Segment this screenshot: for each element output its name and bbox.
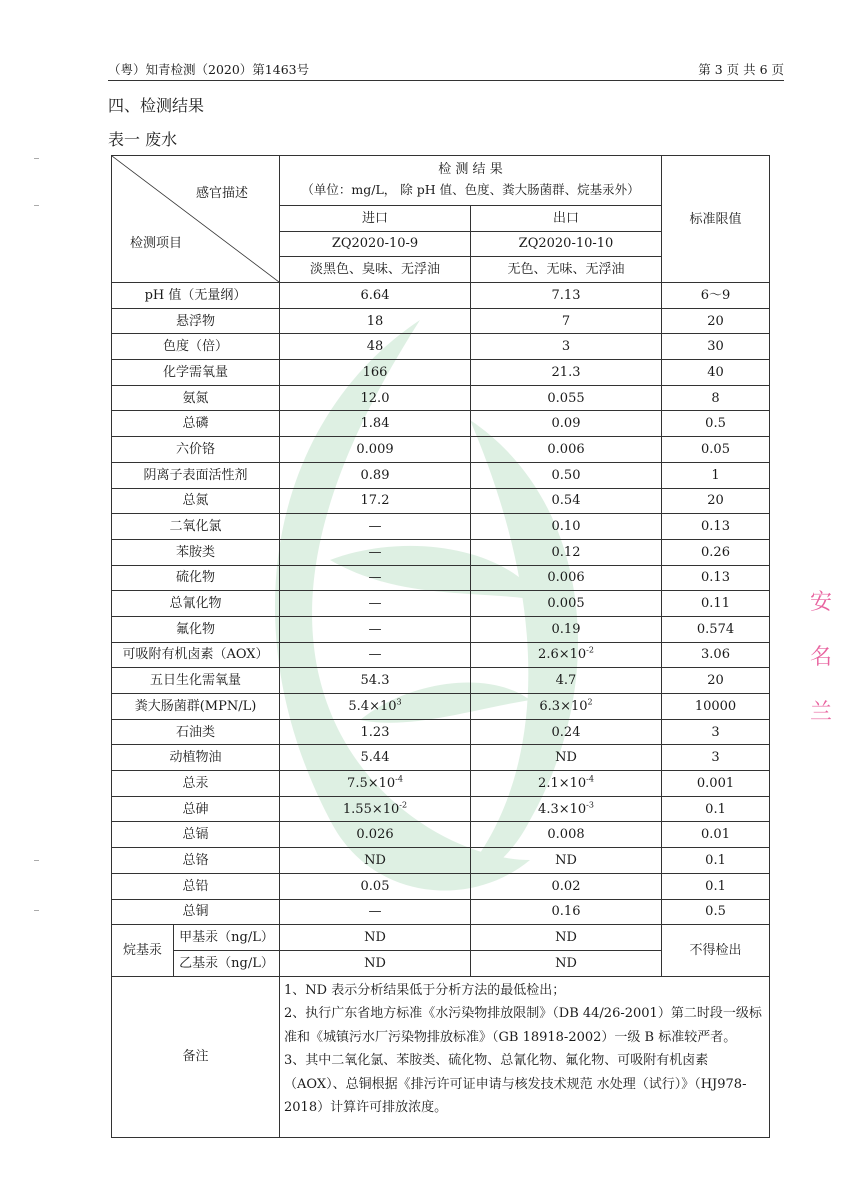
inlet-cell-value: 1.55×10 (342, 801, 400, 817)
outlet-cell-value: 4.7 (555, 673, 577, 689)
inlet-cell (280, 488, 471, 514)
table-row (112, 796, 770, 822)
item-name: 化学需氧量 (112, 360, 280, 386)
inlet-cell (280, 873, 471, 899)
stamp-char: 名 (809, 645, 832, 670)
remark-line: 1、ND 表示分析结果低于分析方法的最低检出； (284, 982, 566, 998)
limit-cell: 0.13 (662, 514, 770, 540)
inlet-cell-value: — (368, 596, 382, 612)
item-name: 粪大肠菌群(MPN/L) (112, 694, 280, 720)
inlet-cell-value: 0.009 (356, 441, 394, 457)
limit-cell: 20 (662, 308, 770, 334)
item-name: 总氰化物 (112, 591, 280, 617)
inlet-cell-value: 0.05 (360, 878, 390, 894)
inlet-description: 淡黑色、臭味、无浮油 (280, 257, 471, 283)
limit-cell: 8 (662, 385, 770, 411)
outlet-cell-value: 0.008 (547, 827, 585, 843)
inlet-cell (280, 848, 471, 874)
item-name: 总砷 (112, 796, 280, 822)
item-name: 可吸附有机卤素（AOX） (112, 642, 280, 668)
outlet-cell (471, 385, 662, 411)
outlet-cell (471, 462, 662, 488)
table-row (112, 925, 770, 951)
outlet-cell-value: ND (555, 750, 577, 766)
scan-mark (34, 205, 39, 206)
limit-cell: 0.574 (662, 616, 770, 642)
table-row (112, 848, 770, 874)
table-row (112, 308, 770, 334)
item-name: 氨氮 (112, 385, 280, 411)
table-row (112, 539, 770, 565)
inlet-cell: ND (280, 950, 471, 976)
outlet-cell-value: 0.09 (551, 416, 581, 432)
scan-mark (34, 158, 39, 159)
inlet-sample-id: ZQ2020-10-9 (280, 231, 471, 257)
outlet-cell (471, 283, 662, 309)
inlet-cell-value: 166 (362, 364, 388, 380)
inlet-cell-value: — (368, 544, 382, 560)
inlet-cell (280, 283, 471, 309)
report-number: （粤）知青检测（2020）第1463号 (108, 62, 310, 77)
item-name: 总汞 (112, 771, 280, 797)
outlet-cell (471, 591, 662, 617)
limit-cell: 0.1 (662, 796, 770, 822)
inlet-cell (280, 385, 471, 411)
table-row (112, 719, 770, 745)
limit-cell: 0.001 (662, 771, 770, 797)
inlet-cell (280, 771, 471, 797)
results-header (280, 156, 662, 206)
item-name: 动植物油 (112, 745, 280, 771)
limit-cell: 0.26 (662, 539, 770, 565)
inlet-cell-value: — (368, 647, 382, 663)
outlet-cell (471, 745, 662, 771)
inlet-cell (280, 411, 471, 437)
inlet-cell-value: — (368, 904, 382, 920)
table-row (112, 616, 770, 642)
item-name: 硫化物 (112, 565, 280, 591)
inlet-cell-value: ND (364, 852, 386, 868)
diagonal-line (112, 156, 279, 282)
item-name: 六价铬 (112, 437, 280, 463)
inlet-cell (280, 616, 471, 642)
table-row (112, 668, 770, 694)
table-row (112, 334, 770, 360)
inlet-cell (280, 539, 471, 565)
table-row (112, 899, 770, 925)
outlet-cell (471, 822, 662, 848)
limit-cell: 20 (662, 668, 770, 694)
inlet-cell-value: 1.84 (360, 416, 390, 432)
results-title: 检 测 结 果 (438, 162, 503, 178)
inlet-cell-value: 1.23 (360, 724, 390, 740)
inlet-cell-exponent: 3 (396, 697, 402, 707)
inlet-cell (280, 822, 471, 848)
page-info: 第 3 页 共 6 页 (698, 62, 784, 77)
limit-cell: 0.11 (662, 591, 770, 617)
outlet-cell (471, 873, 662, 899)
outlet-cell (471, 360, 662, 386)
outlet-cell (471, 771, 662, 797)
item-name: 二氧化氯 (112, 514, 280, 540)
inlet-cell (280, 899, 471, 925)
table-title: 表一 废水 (108, 130, 178, 149)
table-row (112, 385, 770, 411)
limit-cell: 6～9 (662, 283, 770, 309)
inlet-cell (280, 437, 471, 463)
limit-cell: 3.06 (662, 642, 770, 668)
inlet-cell-value: 12.0 (360, 390, 390, 406)
outlet-cell (471, 694, 662, 720)
limit-cell: 0.1 (662, 848, 770, 874)
table-row (112, 411, 770, 437)
test-item-label: 检测项目 (130, 236, 183, 251)
inlet-cell (280, 514, 471, 540)
alkyl-limit-cell: 不得检出 (662, 925, 770, 976)
item-name: 甲基汞（ng/L） (174, 925, 280, 951)
inlet-cell (280, 334, 471, 360)
limit-cell: 3 (662, 745, 770, 771)
table-row (112, 488, 770, 514)
inlet-cell-value: 7.5×10 (347, 775, 396, 791)
outlet-cell (471, 437, 662, 463)
outlet-cell (471, 308, 662, 334)
table-row (112, 642, 770, 668)
sensory-description-label: 感官描述 (196, 186, 249, 201)
section-title: 四、检测结果 (108, 96, 205, 115)
results-table (111, 155, 770, 1138)
table-row (112, 771, 770, 797)
table-row (112, 873, 770, 899)
results-unit: （单位：mg/L， 除 pH 值、色度、粪大肠菌群、烷基汞外） (301, 182, 640, 198)
outlet-cell (471, 899, 662, 925)
inlet-header: 进口 (280, 205, 471, 231)
limit-cell: 0.05 (662, 437, 770, 463)
table-row (112, 283, 770, 309)
outlet-header: 出口 (471, 205, 662, 231)
inlet-cell (280, 565, 471, 591)
page-header (108, 58, 784, 81)
limit-cell: 3 (662, 719, 770, 745)
inlet-cell-value: 0.89 (360, 467, 390, 483)
outlet-cell: ND (471, 925, 662, 951)
item-name: 氟化物 (112, 616, 280, 642)
table-row (112, 591, 770, 617)
table-row (112, 514, 770, 540)
outlet-cell-exponent: 2 (587, 697, 593, 707)
limit-cell: 0.5 (662, 411, 770, 437)
inlet-cell (280, 642, 471, 668)
limit-cell: 0.01 (662, 822, 770, 848)
limit-cell: 20 (662, 488, 770, 514)
outlet-cell-value: 0.19 (551, 621, 581, 637)
table-row (112, 745, 770, 771)
diagonal-corner-cell (112, 156, 280, 283)
outlet-cell (471, 796, 662, 822)
inlet-cell-value: 0.026 (356, 827, 394, 843)
outlet-cell-value: ND (555, 852, 577, 868)
item-name: 五日生化需氧量 (112, 668, 280, 694)
item-name: 苯胺类 (112, 539, 280, 565)
outlet-cell-exponent: -3 (586, 800, 594, 810)
outlet-cell-exponent: -4 (586, 774, 594, 784)
outlet-cell-value: 2.1×10 (538, 775, 587, 791)
inlet-cell (280, 308, 471, 334)
outlet-cell (471, 565, 662, 591)
remarks-text (280, 976, 770, 1137)
table-row (112, 462, 770, 488)
stamp-char: 兰 (809, 700, 832, 725)
outlet-cell (471, 848, 662, 874)
table-row (112, 360, 770, 386)
inlet-cell (280, 745, 471, 771)
inlet-cell (280, 462, 471, 488)
outlet-cell-value: 7 (561, 313, 571, 329)
table-row (112, 694, 770, 720)
inlet-cell (280, 360, 471, 386)
outlet-cell (471, 642, 662, 668)
outlet-cell-value: 0.12 (551, 544, 581, 560)
table-row (112, 437, 770, 463)
inlet-cell-value: 5.4×10 (348, 698, 397, 714)
inlet-cell-value: — (368, 570, 382, 586)
item-name: 总铜 (112, 899, 280, 925)
inlet-cell (280, 796, 471, 822)
alkyl-mercury-group: 烷基汞 (112, 925, 174, 976)
table-row (112, 565, 770, 591)
outlet-cell-value: 0.50 (551, 467, 581, 483)
inlet-cell: ND (280, 925, 471, 951)
outlet-cell-exponent: -2 (586, 646, 594, 656)
limit-cell: 30 (662, 334, 770, 360)
inlet-cell (280, 694, 471, 720)
outlet-cell-value: 7.13 (551, 287, 581, 303)
inlet-cell-exponent: -4 (395, 774, 403, 784)
outlet-cell-value: 0.006 (547, 441, 585, 457)
inlet-cell-value: — (368, 519, 382, 535)
inlet-cell-value: — (368, 621, 382, 637)
outlet-cell (471, 488, 662, 514)
remark-line: 3、其中二氧化氯、苯胺类、硫化物、总氰化物、氟化物、可吸附有机卤素（AOX）、总铜根据《排污许可证申请与核发技术规范 水处理（试行）》（HJ978-2018）计算许可排放浓度。 (284, 1053, 747, 1116)
limit-cell: 40 (662, 360, 770, 386)
remark-line: 2、执行广东省地方标准《水污染物排放限制》（DB 44/26-2001）第二时段一级标准和《城镇污水厂污染物排放标准》（GB 18918-2002）一级 B 标准较严者。 (284, 1006, 762, 1045)
outlet-cell-value: 0.10 (551, 519, 581, 535)
item-name: 总镉 (112, 822, 280, 848)
limit-cell: 10000 (662, 694, 770, 720)
item-name: 悬浮物 (112, 308, 280, 334)
inlet-cell-value: 17.2 (360, 493, 390, 509)
scan-mark (34, 910, 39, 911)
inlet-cell (280, 719, 471, 745)
item-name: 石油类 (112, 719, 280, 745)
table-row (112, 822, 770, 848)
outlet-cell-value: 2.6×10 (538, 647, 587, 663)
outlet-cell-value: 0.24 (551, 724, 581, 740)
item-name: 色度（倍） (112, 334, 280, 360)
outlet-cell-value: 6.3×10 (539, 698, 588, 714)
remarks-label: 备注 (112, 976, 280, 1137)
outlet-cell-value: 0.006 (547, 570, 585, 586)
red-stamp-marks (804, 575, 838, 775)
outlet-cell (471, 514, 662, 540)
outlet-cell-value: 0.055 (547, 390, 585, 406)
outlet-cell-value: 21.3 (551, 364, 581, 380)
outlet-sample-id: ZQ2020-10-10 (471, 231, 662, 257)
outlet-cell-value: 4.3×10 (538, 801, 587, 817)
outlet-description: 无色、无味、无浮油 (471, 257, 662, 283)
inlet-cell-value: 48 (366, 339, 384, 355)
item-name: 总磷 (112, 411, 280, 437)
item-name: pH 值（无量纲） (112, 283, 280, 309)
limit-cell: 0.5 (662, 899, 770, 925)
inlet-cell-value: 18 (366, 313, 384, 329)
item-name: 总氮 (112, 488, 280, 514)
item-name: 总铬 (112, 848, 280, 874)
inlet-cell (280, 591, 471, 617)
outlet-cell-value: 0.005 (547, 596, 585, 612)
item-name: 阴离子表面活性剂 (112, 462, 280, 488)
outlet-cell (471, 334, 662, 360)
outlet-cell-value: 0.16 (551, 904, 581, 920)
limit-header: 标准限值 (662, 156, 770, 283)
scan-mark (34, 860, 39, 861)
inlet-cell-value: 6.64 (360, 287, 390, 303)
inlet-cell (280, 668, 471, 694)
outlet-cell (471, 719, 662, 745)
outlet-cell (471, 668, 662, 694)
limit-cell: 0.13 (662, 565, 770, 591)
limit-cell: 0.1 (662, 873, 770, 899)
limit-cell: 1 (662, 462, 770, 488)
inlet-cell-value: 54.3 (360, 673, 390, 689)
outlet-cell (471, 539, 662, 565)
outlet-cell-value: 0.02 (551, 878, 581, 894)
item-name: 总铅 (112, 873, 280, 899)
outlet-cell-value: 3 (561, 339, 571, 355)
outlet-cell-value: 0.54 (551, 493, 581, 509)
stamp-char: 安 (809, 590, 832, 615)
inlet-cell-exponent: -2 (399, 800, 408, 810)
remarks-row (112, 976, 770, 1137)
outlet-cell (471, 616, 662, 642)
inlet-cell-value: 5.44 (360, 750, 390, 766)
item-name: 乙基汞（ng/L） (174, 950, 280, 976)
outlet-cell: ND (471, 950, 662, 976)
outlet-cell (471, 411, 662, 437)
